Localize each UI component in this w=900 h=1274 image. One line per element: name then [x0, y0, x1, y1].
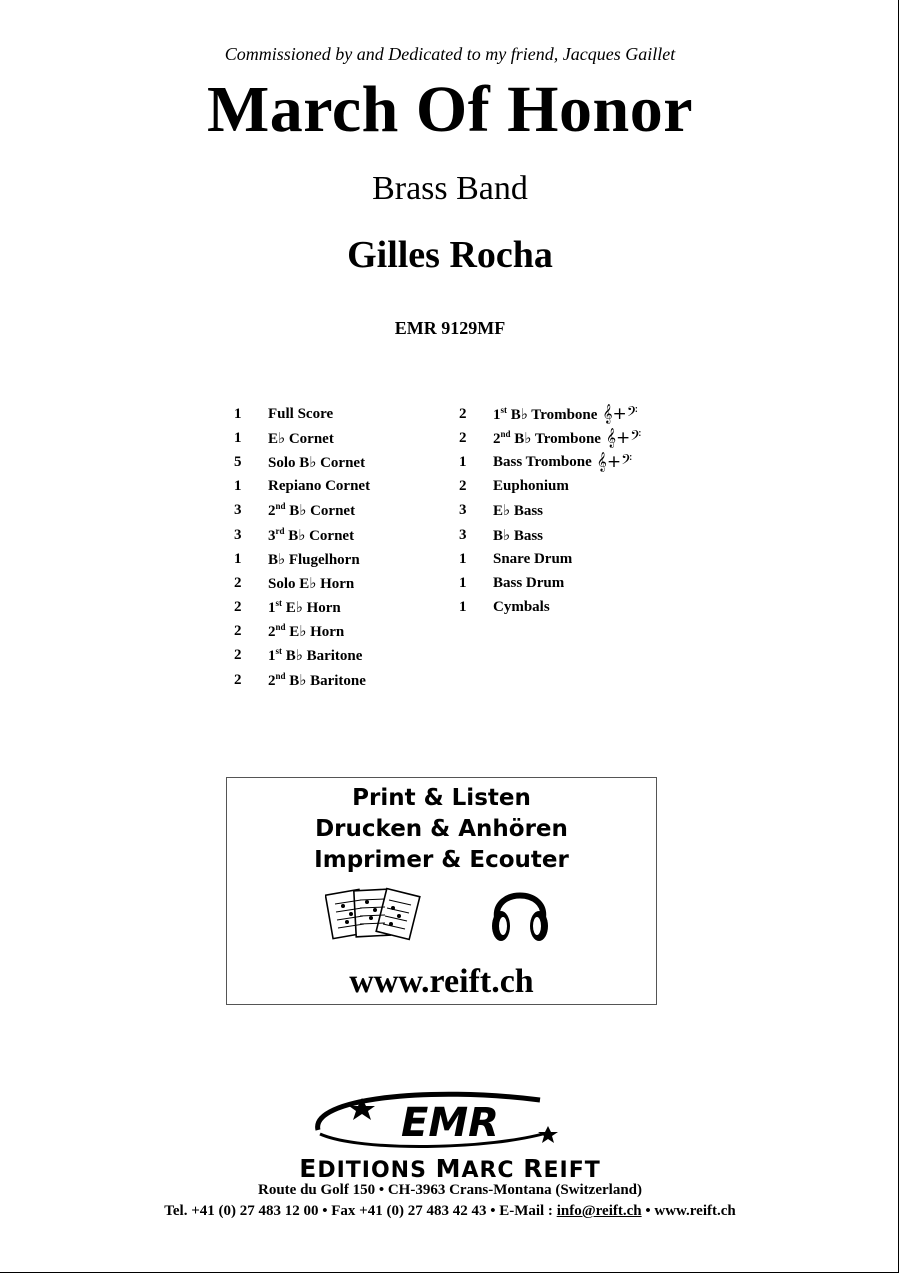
part-label: Solo E♭ Horn — [268, 575, 355, 592]
part-name — [493, 478, 569, 495]
part-label: E♭ Horn — [285, 624, 345, 641]
part-quantity: 2 — [234, 671, 242, 688]
part-ordinal-suffix: nd — [275, 501, 286, 512]
part-name — [268, 574, 354, 593]
part-quantity: 1 — [234, 429, 242, 446]
part-name — [493, 575, 564, 592]
part-row — [459, 426, 641, 450]
part-quantity: 3 — [459, 502, 467, 519]
catalog-number: EMR 9129MF — [394, 318, 506, 338]
part-name — [268, 526, 354, 545]
part-name — [493, 454, 592, 471]
part-name — [268, 429, 334, 448]
composer-name: Gilles Rocha — [347, 234, 553, 276]
part-ordinal: 2 — [493, 430, 501, 447]
part-name — [268, 622, 344, 641]
part-label: B♭ Trombone — [510, 430, 601, 447]
part-quantity: 3 — [459, 526, 467, 543]
part-row — [234, 668, 370, 692]
part-label: Euphonium — [493, 478, 569, 495]
part-ordinal: 3 — [268, 527, 276, 544]
part-ordinal-suffix: st — [275, 646, 282, 657]
parts-list-left — [234, 402, 370, 692]
part-quantity: 1 — [234, 550, 242, 567]
part-row — [234, 596, 370, 620]
part-ordinal: 1 — [268, 600, 276, 617]
publisher-word: ARC — [461, 1158, 524, 1183]
part-label: B♭ Bass — [493, 527, 544, 544]
part-label: Cymbals — [493, 599, 550, 616]
part-label: Repiano Cornet — [268, 478, 371, 495]
part-name — [268, 671, 366, 690]
part-row — [459, 523, 641, 547]
parts-list-right — [459, 402, 641, 620]
part-label: Bass Drum — [493, 574, 565, 591]
part-quantity: 2 — [234, 623, 242, 640]
clef-icons: 𝄞+𝄢 — [596, 452, 633, 473]
part-quantity: 2 — [234, 574, 242, 591]
website-url[interactable]: www.reift.ch — [349, 963, 534, 1000]
part-ordinal-suffix: nd — [500, 428, 511, 439]
part-ordinal-suffix: rd — [275, 525, 285, 536]
part-row — [459, 547, 641, 571]
part-row — [234, 547, 370, 571]
part-name — [268, 478, 370, 495]
part-row — [234, 475, 370, 499]
dedication: Commissioned by and Dedicated to my friend, Jacques Gaillet — [224, 44, 676, 64]
part-quantity: 5 — [234, 453, 242, 470]
sheet-music-icon — [325, 882, 423, 950]
email-link[interactable]: info@reift.ch — [556, 1203, 642, 1219]
ensemble-subtitle: Brass Band — [372, 170, 528, 207]
part-row — [459, 499, 641, 523]
logo-text: EMR — [401, 1100, 499, 1146]
part-row — [459, 571, 641, 595]
publisher-address: Route du Golf 150 • CH-3963 Crans-Montana (Switzerland) — [258, 1182, 642, 1198]
part-row — [234, 644, 370, 668]
part-name — [493, 526, 543, 545]
part-quantity: 2 — [234, 599, 242, 616]
page-title: March Of Honor — [206, 73, 694, 146]
part-label: E♭ Cornet — [268, 430, 334, 447]
part-label: Solo B♭ Cornet — [268, 454, 366, 471]
publisher-word: DITIONS — [317, 1158, 436, 1183]
part-quantity: 1 — [459, 599, 467, 616]
publisher-word: EIFT — [543, 1158, 601, 1183]
part-name — [493, 405, 597, 424]
part-row — [459, 475, 641, 499]
part-label: E♭ Bass — [493, 503, 544, 520]
part-name — [493, 551, 572, 568]
part-quantity: 2 — [459, 478, 467, 495]
part-name — [268, 406, 333, 423]
part-name — [493, 501, 543, 520]
part-quantity: 1 — [459, 574, 467, 591]
part-name — [493, 429, 601, 448]
part-quantity: 2 — [234, 647, 242, 664]
promo-line-german: Drucken & Anhören — [315, 816, 568, 842]
part-ordinal: 1 — [268, 648, 276, 665]
part-row — [459, 450, 641, 474]
part-quantity: 1 — [234, 478, 242, 495]
part-label: Full Score — [268, 405, 334, 422]
part-ordinal-suffix: st — [500, 404, 507, 415]
part-row — [234, 450, 370, 474]
part-quantity: 1 — [459, 550, 467, 567]
publisher-initial: M — [435, 1154, 462, 1183]
headphones-icon — [489, 878, 551, 946]
part-ordinal-suffix: nd — [275, 670, 286, 681]
part-label: Bass Trombone — [493, 453, 592, 470]
part-quantity: 3 — [234, 502, 242, 519]
emr-logo — [300, 1090, 600, 1152]
part-row — [234, 426, 370, 450]
part-ordinal: 2 — [268, 624, 276, 641]
part-name — [268, 646, 362, 665]
part-ordinal: 2 — [268, 672, 276, 689]
publisher-initial: E — [299, 1154, 318, 1183]
part-name — [268, 501, 355, 520]
part-row — [234, 523, 370, 547]
part-row — [234, 402, 370, 426]
publisher-contact — [0, 1203, 900, 1220]
part-label: B♭ Flugelhorn — [268, 551, 360, 568]
part-ordinal-suffix: nd — [275, 622, 286, 633]
part-quantity: 1 — [234, 405, 242, 422]
part-quantity: 1 — [459, 453, 467, 470]
publisher-initial: R — [523, 1154, 544, 1183]
part-label: B♭ Trombone — [507, 406, 598, 423]
part-ordinal: 1 — [493, 406, 501, 423]
part-ordinal-suffix: st — [275, 598, 282, 609]
part-label: Snare Drum — [493, 550, 573, 567]
part-row — [459, 402, 641, 426]
clef-icons: 𝄞+𝄢 — [605, 428, 642, 449]
part-label: B♭ Baritone — [285, 672, 366, 689]
part-name — [268, 550, 360, 569]
part-row — [234, 499, 370, 523]
part-ordinal: 2 — [268, 503, 276, 520]
part-row — [234, 571, 370, 595]
part-row — [234, 620, 370, 644]
part-label: B♭ Baritone — [282, 648, 363, 665]
contact-phone-fax: Tel. +41 (0) 27 483 12 00 • Fax +41 (0) 27 483 42 43 • E-Mail : — [164, 1203, 557, 1219]
part-label: E♭ Horn — [282, 600, 341, 617]
part-quantity: 3 — [234, 526, 242, 543]
part-row — [459, 596, 641, 620]
part-name — [268, 598, 341, 617]
part-name — [493, 599, 550, 616]
publisher-name — [0, 1154, 900, 1183]
contact-website: • www.reift.ch — [641, 1203, 736, 1219]
promo-line-english: Print & Listen — [352, 785, 531, 811]
part-quantity: 2 — [459, 405, 467, 422]
part-quantity: 2 — [459, 429, 467, 446]
promo-line-french: Imprimer & Ecouter — [314, 847, 569, 873]
clef-icons: 𝄞+𝄢 — [602, 404, 638, 425]
part-name — [268, 453, 365, 472]
part-label: B♭ Cornet — [284, 527, 355, 544]
print-listen-box — [226, 777, 657, 1005]
part-label: B♭ Cornet — [285, 503, 356, 520]
